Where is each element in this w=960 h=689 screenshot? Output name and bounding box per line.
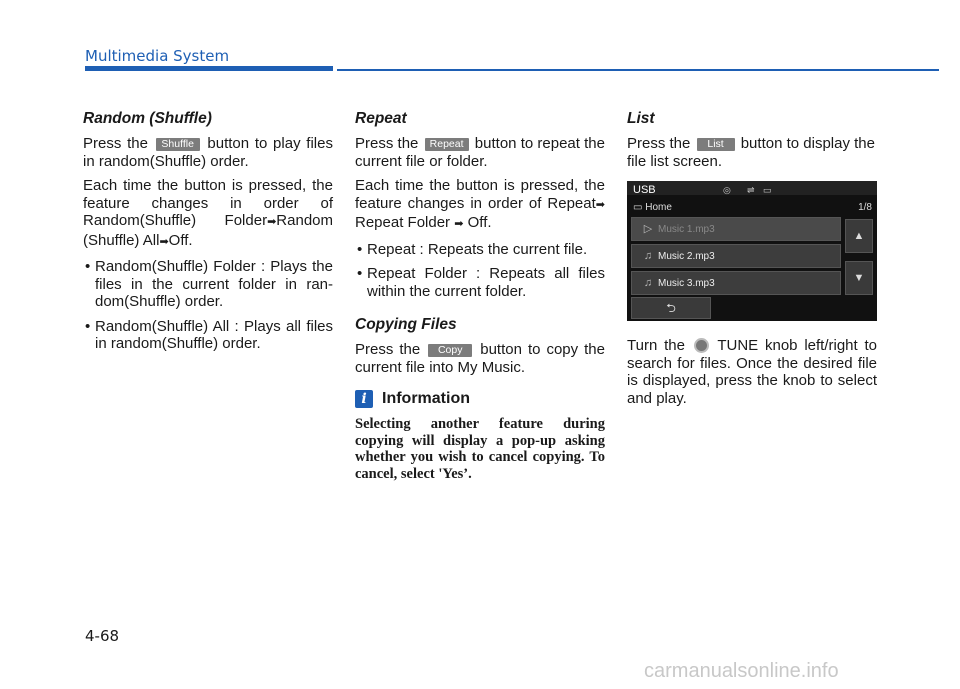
heading-random: Random (Shuffle) [83,110,212,127]
repeat-paragraph-1: Press the Repeat button to repeat the current file or folder. [355,135,605,170]
random-paragraph-2: Each time the button is pressed, the feature changes in order of Random(Shuffle) Folder➡Random (Shuffle) All➡Off. [83,177,333,249]
copying-paragraph: Press the Copy button to copy the current file into My Music. [355,341,605,376]
watermark: carmanualsonline.info [644,660,839,682]
file-row[interactable]: ♫ Music 2.mp3 [631,244,841,268]
target-icon: ◎ [723,185,731,195]
list-paragraph-1: Press the List button to display the file list screen. [627,135,875,170]
file-list-screen [627,181,877,321]
scroll-up-button[interactable]: ▲ [845,219,873,253]
information-title: Information [382,390,470,408]
folder-icon: ▭ [633,202,643,213]
scroll-down-button[interactable]: ▼ [845,261,873,295]
random-paragraph-1: Press the Shuffle button to play files in random(Shuffle) order. [83,135,333,170]
list-item: • Random(Shuffle) All : Plays all files in random(Shuffle) order. [83,318,333,353]
arrow-icon: ➡ [159,235,169,248]
column-repeat [355,110,605,482]
file-row-playing[interactable]: ▷ Music 1.mp3 [631,217,841,241]
column-list [627,110,877,414]
folder-path: ▭ Home [633,202,672,213]
shuffle-button-chip: Shuffle [156,138,200,151]
usb-icon: ⇌ [747,185,755,195]
arrow-icon: ➡ [595,198,605,211]
list-button-chip: List [697,138,735,151]
list-item: • Random(Shuffle) Folder : Plays the files in the current folder in ran-dom(Shuffle) order. [83,258,333,311]
repeat-bullet-list [355,241,605,301]
column-random [83,110,333,360]
copy-button-chip: Copy [428,344,472,357]
arrow-icon: ➡ [267,216,277,228]
list-item: • Repeat : Repeats the current file. [355,241,605,259]
header-rule-thin [337,69,939,71]
file-row[interactable]: ♫ Music 3.mp3 [631,271,841,295]
information-header [355,390,605,408]
list-item: • Repeat Folder : Repeats all files within the current folder. [355,265,605,300]
information-text: Selecting another feature during copying will display a pop-up asking whether you wish to cancel copying. To cancel, select 'Yes’. [355,416,605,482]
list-paragraph-2: Turn the TUNE knob left/right to search for files. Once the desired file is displayed, press the knob to select and play. [627,337,877,407]
page-number: 4-68 [85,627,120,645]
repeat-paragraph-2: Each time the button is pressed, the feature changes in order of Repeat➡ Repeat Folder ➡ Off. [355,177,605,231]
section-title: Multimedia System [85,47,230,65]
arrow-icon: ➡ [454,218,464,230]
random-bullet-list [83,258,333,353]
battery-icon: ▭ [763,185,772,195]
info-icon: i [355,390,373,408]
heading-list: List [627,110,655,127]
file-count: 1/8 [858,202,872,213]
heading-repeat: Repeat [355,110,407,127]
tune-knob-icon [694,338,709,353]
screen-source-label: USB [633,184,656,196]
back-button[interactable] [631,297,711,319]
music-note-icon: ♫ [643,250,653,262]
back-arrow-icon: ⮌ [666,301,676,315]
play-icon: ▷ [643,223,653,235]
repeat-button-chip: Repeat [425,138,469,151]
heading-copying: Copying Files [355,316,457,333]
header-rule-thick [85,66,333,71]
music-note-icon: ♫ [643,277,653,289]
